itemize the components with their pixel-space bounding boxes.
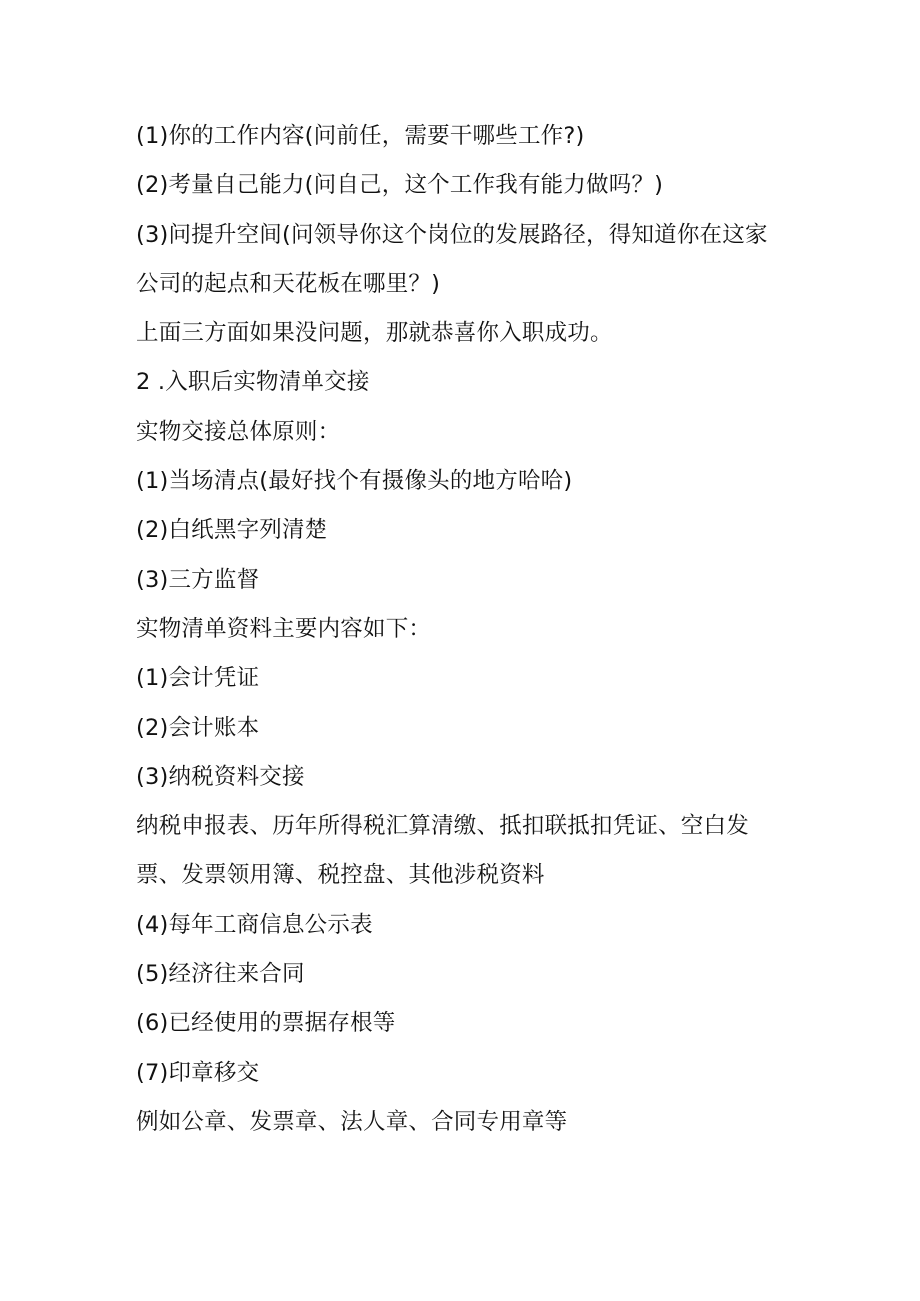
text-line: 例如公章、发票章、法人章、合同专用章等 (136, 1108, 568, 1135)
text-line: (5)经济往来合同 (136, 961, 305, 988)
text-line: (4)每年工商信息公示表 (136, 911, 373, 938)
text-line: 票、发票领用簿、税控盘、其他涉税资料 (136, 862, 545, 889)
text-line: 公司的起点和天花板在哪里？) (136, 270, 441, 297)
text-line: (1)会计凭证 (136, 665, 260, 692)
text-line: (2)会计账本 (136, 714, 260, 741)
text-line: (7)印章移交 (136, 1059, 260, 1086)
text-line: (3)三方监督 (136, 566, 260, 593)
text-line: 实物交接总体原则： (136, 418, 341, 445)
document-body (136, 112, 796, 1147)
text-line: (6)已经使用的票据存根等 (136, 1010, 396, 1037)
text-line: (1)你的工作内容(问前任，需要干哪些工作?) (136, 123, 585, 149)
text-line: (2)考量自己能力(问自己，这个工作我有能力做吗？) (136, 172, 664, 199)
text-line: 上面三方面如果没问题，那就恭喜你入职成功。 (136, 320, 613, 347)
text-line: 实物清单资料主要内容如下： (136, 615, 432, 642)
text-line: (3)纳税资料交接 (136, 763, 305, 790)
text-line: 纳税申报表、历年所得税汇算清缴、抵扣联抵扣凭证、空白发 (136, 813, 749, 840)
text-line: (3)问提升空间(问领导你这个岗位的发展路径，得知道你在这家 (136, 221, 768, 248)
section-heading: 2 .入职后实物清单交接 (136, 369, 370, 396)
text-line: (2)白纸黑字列清楚 (136, 517, 328, 544)
text-line: (1)当场清点(最好找个有摄像头的地方哈哈) (136, 468, 573, 495)
